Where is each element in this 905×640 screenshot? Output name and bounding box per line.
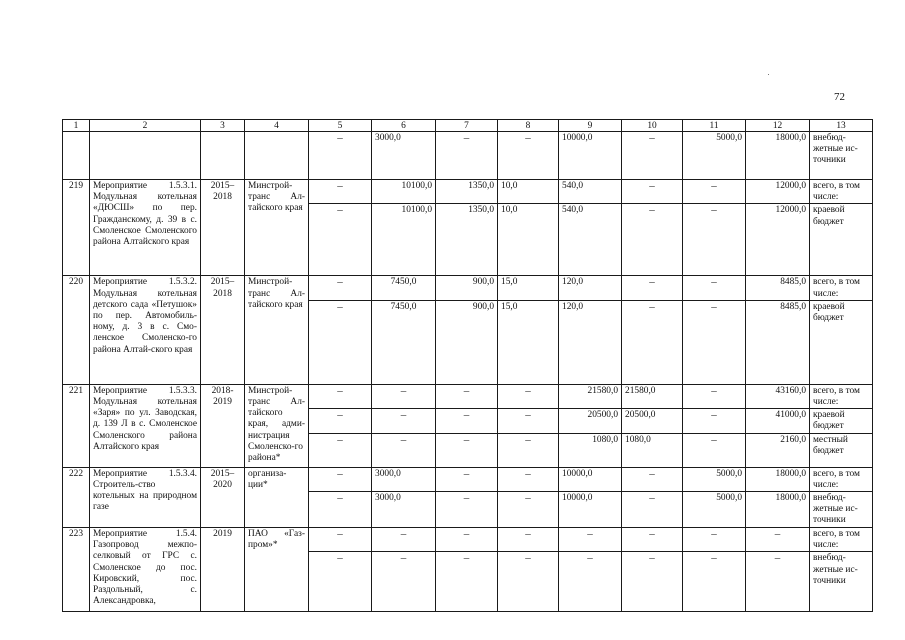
value-cell: – (622, 528, 683, 552)
event-years: 2015–2018 (201, 276, 245, 384)
value-cell: – (622, 276, 683, 300)
value-cell: – (309, 132, 372, 180)
header-row (63, 120, 873, 132)
value-cell: – (622, 180, 683, 204)
empty-cell (90, 132, 201, 180)
funding-source-cell: краевой бюджет (810, 409, 873, 433)
empty-cell (245, 132, 309, 180)
row-number: 219 (63, 180, 90, 276)
header-cell: 5 (309, 120, 372, 132)
funding-source-cell: внебюд-жетные ис-точники (810, 132, 873, 180)
table-row (63, 276, 873, 300)
value-cell: 10000,0 (559, 467, 622, 491)
value-cell: – (498, 132, 559, 180)
value-cell: 21580,0 (559, 384, 622, 408)
value-cell: – (683, 300, 746, 384)
value-cell: – (498, 384, 559, 408)
header-cell: 12 (746, 120, 810, 132)
value-cell: – (372, 528, 436, 552)
value-cell: 3000,0 (372, 467, 436, 491)
header-cell: 8 (498, 120, 559, 132)
header-cell: 7 (436, 120, 498, 132)
value-cell: – (746, 528, 810, 552)
funding-source-cell: краевой бюджет (810, 204, 873, 276)
event-name: Мероприятие 1.5.3.2. Модульная котельная детского сада «Петушок» по пер. Автомобиль-ному, д. 3 в с. Смо-ленское Смоленско-го района Алтай-ского края (90, 276, 201, 384)
value-cell: 10,0 (498, 180, 559, 204)
table-row (63, 384, 873, 408)
value-cell: – (372, 384, 436, 408)
value-cell: 43160,0 (746, 384, 810, 408)
row-number: 221 (63, 384, 90, 467)
value-cell: 15,0 (498, 276, 559, 300)
value-cell: 1350,0 (436, 180, 498, 204)
value-cell: – (498, 409, 559, 433)
event-years: 2019 (201, 528, 245, 612)
value-cell: 21580,0 (622, 384, 683, 408)
value-cell: – (309, 276, 372, 300)
value-cell: 41000,0 (746, 409, 810, 433)
event-name: Мероприятие 1.5.3.4. Строитель-ство котельных на природном газе (90, 467, 201, 527)
value-cell: – (309, 492, 372, 528)
value-cell: 12000,0 (746, 180, 810, 204)
header-cell: 1 (63, 120, 90, 132)
scan-speck (768, 74, 769, 75)
value-cell: 10000,0 (559, 132, 622, 180)
value-cell: 10100,0 (372, 180, 436, 204)
value-cell: – (436, 552, 498, 612)
event-executor: организа-ции* (245, 467, 309, 527)
value-cell: – (683, 276, 746, 300)
value-cell: – (746, 552, 810, 612)
value-cell: – (683, 433, 746, 467)
value-cell: – (683, 528, 746, 552)
event-years: 2015–2018 (201, 180, 245, 276)
table-row (63, 528, 873, 552)
header-cell: 13 (810, 120, 873, 132)
value-cell: 12000,0 (746, 204, 810, 276)
value-cell: – (683, 409, 746, 433)
funding-source-cell: всего, в том числе: (810, 467, 873, 491)
table-row (63, 180, 873, 204)
header-cell: 11 (683, 120, 746, 132)
value-cell: 3000,0 (372, 132, 436, 180)
table-row (63, 132, 873, 180)
value-cell: – (683, 180, 746, 204)
value-cell: – (309, 528, 372, 552)
header-cell: 10 (622, 120, 683, 132)
value-cell: 900,0 (436, 300, 498, 384)
value-cell: 8485,0 (746, 276, 810, 300)
value-cell: – (372, 409, 436, 433)
event-name: Мероприятие 1.5.4. Газопровод межпо-селковый от ГРС с. Смоленское до пос. Кировский, пос. Раздольный, с. Александровка, (90, 528, 201, 612)
value-cell: – (309, 180, 372, 204)
funding-source-cell: всего, в том числе: (810, 528, 873, 552)
event-executor: ПАО «Газ-пром»* (245, 528, 309, 612)
value-cell: 18000,0 (746, 492, 810, 528)
header-cell: 3 (201, 120, 245, 132)
value-cell: – (436, 132, 498, 180)
value-cell: – (559, 528, 622, 552)
event-executor: Минстрой-транс Ал-тайского края, адми-нистрация Смоленско-го района* (245, 384, 309, 467)
value-cell: – (498, 467, 559, 491)
value-cell: 5000,0 (683, 492, 746, 528)
value-cell: – (372, 433, 436, 467)
value-cell: 120,0 (559, 300, 622, 384)
page-number: 72 (834, 91, 845, 103)
event-executor: Минстрой-транс Ал-тайского края (245, 180, 309, 276)
value-cell: – (498, 492, 559, 528)
value-cell: – (436, 433, 498, 467)
empty-cell (63, 132, 90, 180)
value-cell: 5000,0 (683, 467, 746, 491)
value-cell: 1350,0 (436, 204, 498, 276)
value-cell: 540,0 (559, 180, 622, 204)
value-cell: 18000,0 (746, 132, 810, 180)
value-cell: – (436, 528, 498, 552)
value-cell: – (622, 492, 683, 528)
value-cell: – (622, 552, 683, 612)
program-table (62, 119, 873, 612)
value-cell: – (622, 132, 683, 180)
event-name: Мероприятие 1.5.3.1. Модульная котельная «ДЮСШ» по пер. Гражданскому, д. 39 в с. Смоленское Смоленского района Алтайского края (90, 180, 201, 276)
value-cell: 10000,0 (559, 492, 622, 528)
value-cell: 20500,0 (559, 409, 622, 433)
value-cell: – (309, 204, 372, 276)
header-cell: 4 (245, 120, 309, 132)
funding-source-cell: местный бюджет (810, 433, 873, 467)
value-cell: – (559, 552, 622, 612)
value-cell: 5000,0 (683, 132, 746, 180)
value-cell: – (309, 300, 372, 384)
value-cell: 10,0 (498, 204, 559, 276)
value-cell: – (309, 409, 372, 433)
value-cell: – (622, 300, 683, 384)
funding-source-cell: внебюд-жетные ис-точники (810, 552, 873, 612)
value-cell: 1080,0 (559, 433, 622, 467)
value-cell: – (498, 433, 559, 467)
value-cell: – (436, 467, 498, 491)
value-cell: – (309, 433, 372, 467)
value-cell: 3000,0 (372, 492, 436, 528)
value-cell: 900,0 (436, 276, 498, 300)
value-cell: – (498, 528, 559, 552)
value-cell: 20500,0 (622, 409, 683, 433)
funding-source-cell: всего, в том числе: (810, 180, 873, 204)
row-number: 222 (63, 467, 90, 527)
value-cell: 7450,0 (372, 276, 436, 300)
value-cell: 7450,0 (372, 300, 436, 384)
funding-source-cell: внебюд-жетные ис-точники (810, 492, 873, 528)
value-cell: – (683, 204, 746, 276)
row-number: 220 (63, 276, 90, 384)
value-cell: 15,0 (498, 300, 559, 384)
value-cell: 2160,0 (746, 433, 810, 467)
header-cell: 2 (90, 120, 201, 132)
value-cell: – (622, 204, 683, 276)
header-cell: 9 (559, 120, 622, 132)
value-cell: – (498, 552, 559, 612)
header-cell: 6 (372, 120, 436, 132)
event-name: Мероприятие 1.5.3.3. Модульная котельная «Заря» по ул. Заводская, д. 139 Л в с. Смоленское Смоленского района Алтайского края (90, 384, 201, 467)
value-cell: – (683, 384, 746, 408)
value-cell: – (622, 467, 683, 491)
funding-source-cell: всего, в том числе: (810, 384, 873, 408)
value-cell: 18000,0 (746, 467, 810, 491)
value-cell: 8485,0 (746, 300, 810, 384)
value-cell: – (436, 492, 498, 528)
value-cell: – (309, 552, 372, 612)
row-number: 223 (63, 528, 90, 612)
value-cell: – (683, 552, 746, 612)
table-row (63, 467, 873, 491)
value-cell: – (436, 409, 498, 433)
event-years: 2018-2019 (201, 384, 245, 467)
value-cell: 10100,0 (372, 204, 436, 276)
value-cell: 540,0 (559, 204, 622, 276)
event-years: 2015–2020 (201, 467, 245, 527)
funding-source-cell: всего, в том числе: (810, 276, 873, 300)
value-cell: – (309, 384, 372, 408)
value-cell: – (436, 384, 498, 408)
empty-cell (201, 132, 245, 180)
event-executor: Минстрой-транс Ал-тайского края (245, 276, 309, 384)
funding-source-cell: краевой бюджет (810, 300, 873, 384)
value-cell: 120,0 (559, 276, 622, 300)
value-cell: 1080,0 (622, 433, 683, 467)
value-cell: – (372, 552, 436, 612)
value-cell: – (309, 467, 372, 491)
